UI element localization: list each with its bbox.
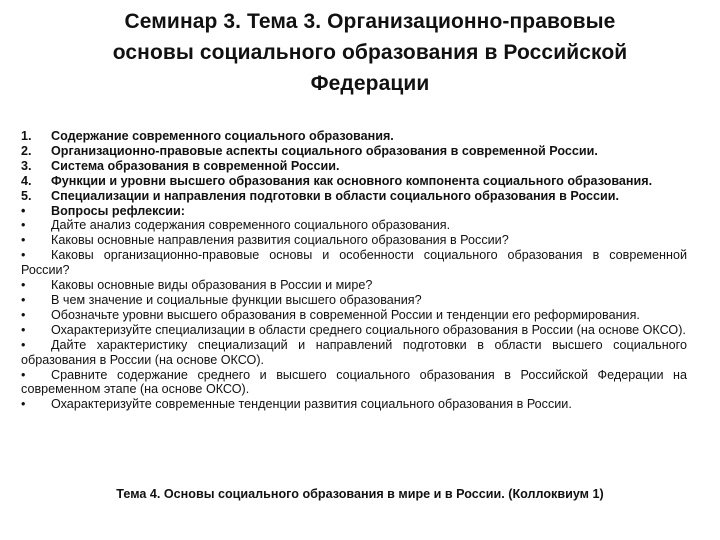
questions-heading-text: Вопросы рефлексии:	[51, 203, 185, 218]
question-item	[21, 218, 687, 233]
bullet-icon: •	[21, 218, 26, 233]
item-text: Организационно-правовые аспекты социального образования в современной России.	[51, 143, 598, 158]
bullet-icon: •	[21, 248, 26, 263]
list-item	[21, 174, 687, 189]
questions-heading	[21, 204, 687, 219]
question-text: Охарактеризуйте современные тенденции развития социального образования в России.	[51, 397, 572, 412]
question-item	[21, 233, 687, 248]
bullet-icon: •	[21, 292, 26, 307]
title-line-1: Семинар 3. Тема 3. Организационно-правовые	[124, 10, 616, 33]
title-line-2: основы социального образования в Российской	[112, 41, 628, 64]
bullet-icon: •	[21, 337, 26, 352]
bullet-icon: •	[21, 203, 26, 218]
bullet-icon: •	[21, 278, 26, 293]
item-text: Специализации и направления подготовки в области социального образования в России.	[51, 188, 619, 203]
question-item	[21, 323, 687, 338]
list-item	[21, 144, 687, 159]
question-item	[21, 278, 687, 293]
question-item	[21, 368, 687, 398]
bullet-icon: •	[21, 307, 26, 322]
item-number: 5.	[21, 188, 32, 203]
question-text: Обозначьте уровни высшего образования в современной России и тенденции его реформирования.	[51, 307, 640, 322]
question-text: Каковы организационно-правовые основы и особенности социального образования в современной России?	[21, 248, 687, 278]
question-item	[21, 338, 687, 368]
item-number: 3.	[21, 158, 32, 173]
bullet-icon: •	[21, 322, 26, 337]
question-text: В чем значение и социальные функции высшего образования?	[51, 292, 422, 307]
question-text: Каковы основные направления развития социального образования в России?	[51, 233, 509, 248]
question-text: Сравните содержание среднего и высшего социального образования в Российской Федерации на современном этапе (на основе ОКСО).	[21, 367, 687, 397]
question-item	[21, 293, 687, 308]
question-text: Дайте анализ содержания современного социального образования.	[51, 218, 451, 233]
item-number: 1.	[21, 129, 32, 143]
list-item	[21, 159, 687, 174]
list-item	[21, 129, 687, 144]
bullet-icon: •	[21, 397, 26, 412]
bullet-icon: •	[21, 233, 26, 248]
question-text: Охарактеризуйте специализации в области среднего социального образования в России (на основе ОКСО).	[51, 322, 686, 337]
item-number: 4.	[21, 173, 32, 188]
item-text: Система образования в современной России.	[51, 158, 340, 173]
list-item	[21, 189, 687, 204]
title-line-3: Федерации	[310, 72, 430, 95]
question-item	[21, 248, 687, 278]
slide-content	[21, 129, 687, 412]
footer-topic: Тема 4. Основы социального образования в мире и в России. (Коллоквиум 1)	[116, 487, 604, 501]
bullet-icon: •	[21, 367, 26, 382]
question-text: Дайте характеристику специализаций и направлений подготовки в области высшего социального образования в России (на основе ОКСО).	[21, 337, 687, 367]
question-item	[21, 308, 687, 323]
question-item	[21, 397, 687, 412]
item-text: Содержание современного социального образования.	[51, 129, 394, 143]
item-number: 2.	[21, 143, 32, 158]
slide-title	[40, 6, 700, 99]
question-text: Каковы основные виды образования в России и мире?	[51, 278, 373, 293]
item-text: Функции и уровни высшего образования как основного компонента социального образования.	[51, 173, 653, 188]
